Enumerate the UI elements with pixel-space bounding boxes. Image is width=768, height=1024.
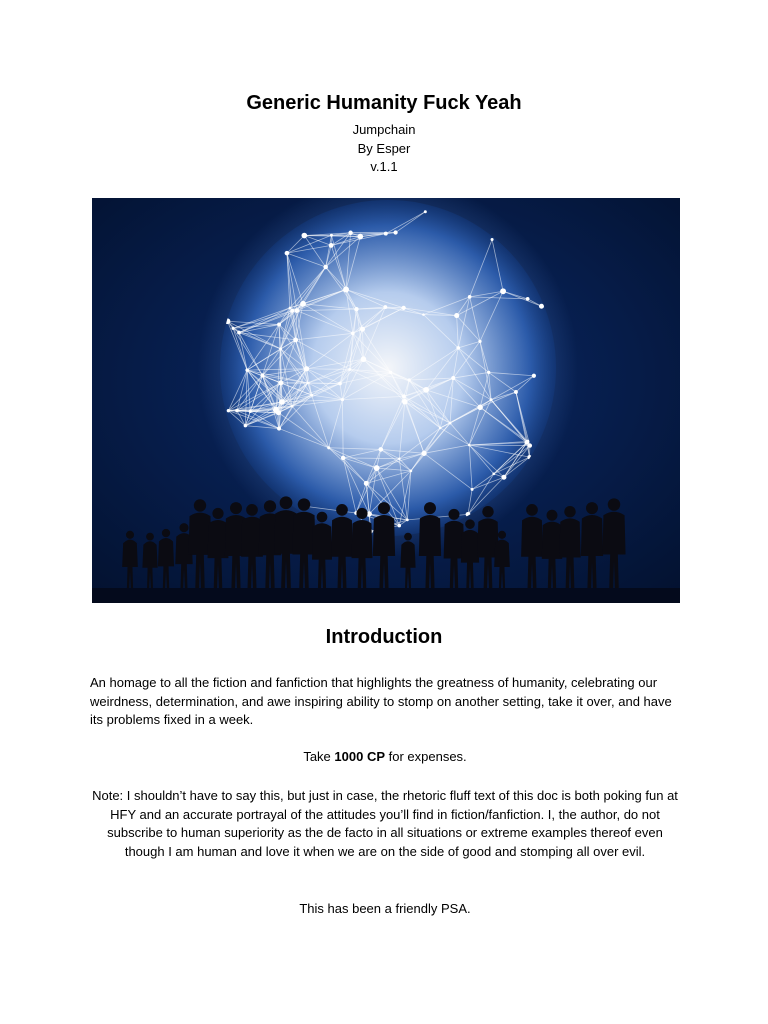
network-node [330,234,333,237]
network-node [295,308,300,313]
introduction-paragraph: An homage to all the fiction and fanfiction that highlights the greatness of humanity, celebrating our weirdness, determination, and awe inspiring ability to stomp on another setting, take it over, and have its problems fixed in a week. [90,675,672,727]
network-node [539,304,544,309]
network-link [469,445,530,446]
network-node [361,356,367,362]
network-node [364,481,369,486]
network-node [279,399,285,405]
network-node [410,470,413,473]
document-version: v.1.1 [370,159,398,174]
network-node [244,424,248,428]
psa-line: This has been a friendly PSA. [299,901,471,916]
network-node [245,368,249,372]
network-node [451,376,455,380]
document-subtitle: Jumpchain [352,122,416,137]
network-node [285,251,290,256]
network-node [406,518,409,521]
network-node [343,287,349,293]
network-node [227,409,230,412]
network-node [323,265,328,270]
network-node [454,313,459,318]
network-node [260,374,264,378]
network-node [439,427,442,430]
expenses-suffix: for expenses. [385,749,467,764]
network-node [389,371,392,374]
network-node [393,230,397,234]
network-node [384,232,388,236]
network-node [402,399,408,405]
document-author: By Esper [357,141,411,156]
network-node [276,410,281,415]
network-node [307,382,309,384]
network-node [471,488,474,491]
network-node [490,398,493,401]
network-node [423,387,429,393]
ground [92,588,680,603]
network-node [348,231,352,235]
network-node [456,346,460,350]
network-node [532,374,536,378]
network-node [421,451,426,456]
network-node [477,405,482,410]
network-node [293,337,298,342]
network-node [514,390,518,394]
network-node [397,524,401,528]
network-node [289,307,292,310]
network-node [327,446,330,449]
network-node [351,331,355,335]
network-node [291,405,294,408]
network-node [478,340,481,343]
network-node [360,327,365,332]
network-node [468,295,472,299]
network-node [501,475,506,480]
network-node [358,234,364,240]
network-node [249,410,252,413]
expenses-prefix: Take [303,749,335,764]
network-node [468,444,471,447]
network-node [278,380,283,385]
network-node [526,297,530,301]
network-node [338,382,342,386]
network-node [277,427,281,431]
network-node [491,238,494,241]
network-node [379,447,384,452]
network-node [402,394,406,398]
cp-amount: 1000 CP [334,749,385,764]
network-node [232,327,235,330]
network-node [304,366,309,371]
cover-image [92,198,680,603]
document-title: Generic Humanity Fuck Yeah [246,92,522,114]
network-node [487,371,490,374]
network-node [348,368,351,371]
disclaimer-note: Note: I shouldn’t have to say this, but just in case, the rhetoric fluff text of this doc is both poking fun at HFY and an accurate portrayal of the attitudes you’ll find in fiction/fanfiction. I, the author, do not subscribe to human superiority as the de facto in all situations or extreme examples thereof even though I am human and love it when we are on the side of good and stomping all over evil. [92,788,678,859]
network-node [235,409,239,413]
network-node [383,305,387,309]
network-node [492,473,495,476]
introduction-heading: Introduction [325,626,443,648]
expenses-line [90,748,680,767]
network-node [449,422,452,425]
network-node [422,313,425,316]
network-node [341,398,344,401]
network-node [528,443,532,447]
network-node [354,307,358,311]
network-node [310,394,313,397]
network-node [424,210,427,213]
network-node [237,331,241,335]
network-node [374,465,380,471]
network-node [329,243,334,248]
network-node [279,347,282,350]
network-node [277,323,281,327]
network-node [401,306,405,310]
network-node [341,456,345,460]
network-node [290,309,294,313]
network-node [398,457,401,460]
network-node [500,288,506,294]
network-node [526,440,530,444]
network-node [408,378,411,381]
network-node [300,301,306,307]
network-node [302,233,308,239]
